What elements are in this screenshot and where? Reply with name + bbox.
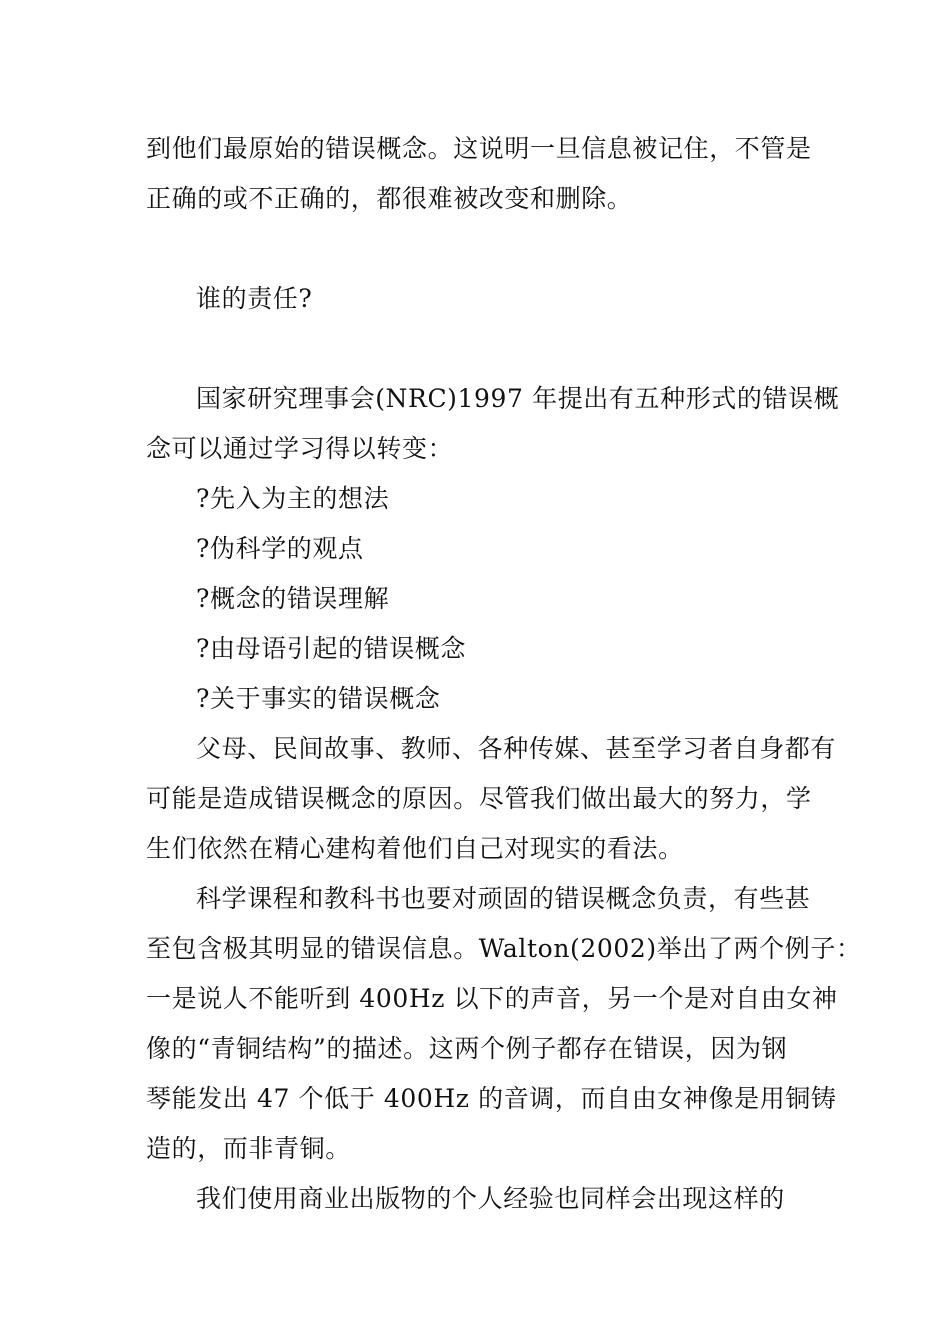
list-item: ?伪科学的观点	[196, 534, 364, 563]
paragraph-line: 念可以通过学习得以转变：	[146, 434, 454, 463]
paragraph-line: 我们使用商业出版物的个人经验也同样会出现这样的	[196, 1184, 785, 1213]
document-page	[146, 124, 862, 1224]
paragraph-line: 琴能发出 47 个低于 400Hz 的音调，而自由女神像是用铜铸	[146, 1084, 837, 1113]
paragraph-line: 生们依然在精心建构着他们自己对现实的看法。	[146, 834, 684, 863]
list-item: ?概念的错误理解	[196, 584, 390, 613]
section-heading: 谁的责任?	[196, 284, 313, 313]
paragraph-line: 到他们最原始的错误概念。这说明一旦信息被记住，不管是	[146, 134, 812, 163]
paragraph-line: 至包含极其明显的错误信息。Walton(2002)举出了两个例子：	[146, 934, 862, 963]
list-item: ?关于事实的错误概念	[196, 684, 441, 713]
list-item: ?先入为主的想法	[196, 484, 390, 513]
paragraph-line: 可能是造成错误概念的原因。尽管我们做出最大的努力，学	[146, 784, 812, 813]
list-item: ?由母语引起的错误概念	[196, 634, 467, 663]
paragraph-line: 正确的或不正确的，都很难被改变和删除。	[146, 184, 633, 213]
paragraph-line: 科学课程和教科书也要对顽固的错误概念负责，有些甚	[196, 884, 811, 913]
paragraph-line: 像的“青铜结构”的描述。这两个例子都存在错误，因为钢	[146, 1034, 788, 1063]
paragraph-line: 国家研究理事会(NRC)1997 年提出有五种形式的错误概	[196, 384, 840, 413]
paragraph-gap	[146, 324, 810, 374]
paragraph-line: 父母、民间故事、教师、各种传媒、甚至学习者自身都有	[196, 734, 837, 763]
paragraph-gap	[146, 224, 810, 274]
paragraph-line: 造的，而非青铜。	[146, 1134, 351, 1163]
paragraph-line: 一是说人不能听到 400Hz 以下的声音，另一个是对自由女神	[146, 984, 838, 1013]
